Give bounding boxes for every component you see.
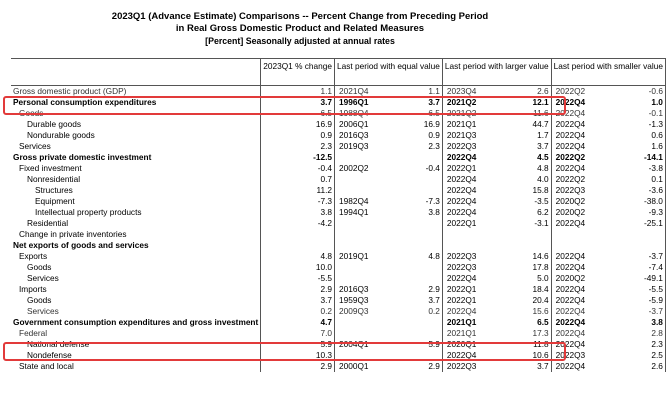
- smaller-quarter: 2022Q2: [551, 152, 610, 163]
- row-label: Nonresidential: [27, 174, 81, 184]
- smaller-quarter: 2022Q4: [551, 284, 610, 295]
- smaller-quarter: 2022Q4: [551, 306, 610, 317]
- larger-value: 17.8: [532, 262, 549, 272]
- change-value: 0.7: [261, 174, 335, 185]
- equal-value: 2.9: [428, 361, 440, 371]
- row-label: Imports: [19, 284, 47, 294]
- smaller-quarter: 2022Q2: [551, 86, 610, 98]
- smaller-quarter: 2022Q4: [551, 361, 610, 372]
- larger-quarter: 2022Q4: [442, 273, 499, 284]
- equal-value: 2.3: [428, 141, 440, 151]
- row-label: Personal consumption expenditures: [13, 97, 157, 107]
- change-value: 7.0: [261, 328, 335, 339]
- smaller-quarter: 2020Q2: [551, 273, 610, 284]
- table-row: [11, 119, 665, 130]
- change-value: 2.9: [261, 284, 335, 295]
- change-value: 6.5: [261, 108, 335, 119]
- larger-quarter: 2021Q3: [442, 130, 499, 141]
- equal-quarter: [335, 185, 391, 196]
- equal-quarter: [335, 240, 391, 251]
- change-value: 10.3: [261, 350, 335, 361]
- smaller-quarter: 2022Q4: [551, 130, 610, 141]
- table-row: [11, 130, 665, 141]
- change-value: -7.3: [261, 196, 335, 207]
- row-label: State and local: [19, 361, 74, 371]
- larger-value: 4.8: [537, 163, 549, 173]
- larger-quarter: 2022Q1: [442, 218, 499, 229]
- change-value: -5.5: [261, 273, 335, 284]
- smaller-value: -3.7: [611, 306, 666, 317]
- table-row: [11, 328, 665, 339]
- change-value: 5.9: [261, 339, 335, 350]
- smaller-quarter: 2022Q4: [551, 119, 610, 130]
- change-value: -0.4: [261, 163, 335, 174]
- equal-value: [391, 229, 443, 240]
- larger-quarter: 2022Q3: [442, 251, 499, 262]
- table-row: [11, 317, 665, 328]
- change-value: -12.5: [261, 152, 335, 163]
- change-value: [261, 240, 335, 251]
- equal-quarter: 2006Q1: [335, 119, 391, 130]
- equal-quarter: 2002Q2: [335, 163, 391, 174]
- smaller-quarter: [551, 229, 610, 240]
- larger-value: 15.8: [532, 185, 549, 195]
- equal-value: 0.2: [428, 306, 440, 316]
- header-change: 2023Q1 % change: [261, 59, 335, 86]
- larger-quarter: 2021Q2: [442, 97, 499, 108]
- smaller-quarter: 2022Q4: [551, 295, 610, 306]
- smaller-value: 0.6: [611, 130, 666, 141]
- larger-value: 11.8: [533, 339, 549, 349]
- row-label: Services: [19, 141, 51, 151]
- larger-quarter: 2022Q3: [442, 141, 499, 152]
- smaller-value: -0.6: [611, 86, 666, 98]
- change-value: 10.0: [261, 262, 335, 273]
- smaller-value: 1.0: [611, 97, 666, 108]
- equal-value: 0.9: [428, 130, 440, 140]
- equal-value: 6.5: [428, 108, 440, 118]
- equal-quarter: 2000Q1: [335, 361, 391, 372]
- larger-value: 17.3: [532, 328, 549, 338]
- equal-value: [391, 262, 443, 273]
- equal-quarter: [335, 229, 391, 240]
- smaller-quarter: 2022Q4: [551, 218, 610, 229]
- change-value: 2.9: [261, 361, 335, 372]
- table-row: [11, 108, 665, 119]
- change-value: 1.1: [261, 86, 335, 98]
- equal-value: [391, 317, 443, 328]
- equal-value: -7.3: [425, 196, 440, 206]
- header-larger-value: Last period with larger value: [442, 59, 551, 86]
- equal-value: -0.4: [425, 163, 440, 173]
- change-value: 0.2: [261, 306, 335, 317]
- equal-quarter: 1988Q4: [335, 108, 391, 119]
- smaller-value: [611, 240, 666, 251]
- equal-value: [391, 218, 443, 229]
- row-label: Goods: [27, 295, 52, 305]
- row-label: Goods: [19, 108, 44, 118]
- equal-value: 3.7: [428, 97, 440, 107]
- larger-quarter: 2021Q1: [442, 119, 499, 130]
- table-row: [11, 97, 665, 108]
- smaller-value: -3.6: [611, 185, 666, 196]
- equal-value: 3.7: [428, 295, 440, 305]
- equal-quarter: [335, 317, 391, 328]
- larger-value: 44.7: [532, 119, 549, 129]
- equal-quarter: [335, 350, 391, 361]
- larger-quarter: 2021Q2: [442, 108, 499, 119]
- equal-quarter: 2004Q1: [335, 339, 391, 350]
- document-subtitle: in Real Gross Domestic Product and Related Measures: [175, 23, 425, 34]
- table-row: [11, 273, 665, 284]
- larger-quarter: 2022Q4: [442, 152, 499, 163]
- smaller-quarter: 2022Q4: [551, 339, 610, 350]
- larger-quarter: 2022Q4: [442, 196, 499, 207]
- table-row: [11, 163, 665, 174]
- equal-quarter: 2016Q3: [335, 284, 391, 295]
- smaller-quarter: 2022Q4: [551, 108, 610, 119]
- larger-value: -3.5: [534, 196, 549, 206]
- larger-value: 5.0: [537, 273, 549, 283]
- smaller-quarter: 2022Q4: [551, 251, 610, 262]
- table-row: [11, 152, 665, 163]
- smaller-value: 3.8: [611, 317, 666, 328]
- equal-quarter: [335, 328, 391, 339]
- larger-value: -3.1: [534, 218, 549, 228]
- row-label: Services: [27, 273, 59, 283]
- larger-value: 3.7: [537, 361, 549, 371]
- equal-quarter: 2019Q3: [335, 141, 391, 152]
- change-value: 0.9: [261, 130, 335, 141]
- equal-value: [391, 350, 443, 361]
- comparison-table: [11, 58, 666, 372]
- larger-quarter: 2022Q4: [442, 350, 499, 361]
- row-label: Goods: [27, 262, 52, 272]
- header-blank: [11, 59, 261, 86]
- larger-value: 1.7: [537, 130, 549, 140]
- equal-value: 1.1: [428, 86, 440, 96]
- equal-quarter: 1959Q3: [335, 295, 391, 306]
- smaller-quarter: 2022Q4: [551, 262, 610, 273]
- equal-value: [391, 174, 443, 185]
- larger-quarter: 2022Q3: [442, 262, 499, 273]
- equal-value: [391, 240, 443, 251]
- smaller-quarter: [551, 240, 610, 251]
- table-header-row: [11, 59, 665, 86]
- smaller-value: -49.1: [611, 273, 666, 284]
- table-row: [11, 207, 665, 218]
- smaller-value: 2.8: [611, 328, 666, 339]
- equal-value: 2.9: [428, 284, 440, 294]
- smaller-value: -25.1: [611, 218, 666, 229]
- equal-quarter: [335, 152, 391, 163]
- table-row: [11, 262, 665, 273]
- larger-quarter: [442, 229, 499, 240]
- document-title: 2023Q1 (Advance Estimate) Comparisons -- Percent Change from Preceding Period: [111, 11, 489, 22]
- header-smaller-value: Last period with smaller value: [551, 59, 665, 86]
- row-label: National defense: [27, 339, 90, 349]
- smaller-value: 0.1: [611, 174, 666, 185]
- table-row: [11, 174, 665, 185]
- smaller-value: -9.3: [611, 207, 666, 218]
- larger-value: 3.7: [537, 141, 549, 151]
- larger-quarter: 2021Q1: [442, 328, 499, 339]
- row-label: Equipment: [35, 196, 75, 206]
- larger-quarter: [442, 240, 499, 251]
- equal-quarter: [335, 273, 391, 284]
- smaller-value: -5.9: [611, 295, 666, 306]
- smaller-quarter: 2022Q3: [551, 350, 610, 361]
- equal-quarter: [335, 262, 391, 273]
- smaller-quarter: 2022Q4: [551, 328, 610, 339]
- smaller-value: 1.6: [611, 141, 666, 152]
- larger-value: 12.1: [532, 97, 549, 107]
- larger-value: 6.5: [537, 317, 549, 327]
- equal-quarter: 2021Q4: [335, 86, 391, 98]
- larger-value: 18.4: [532, 284, 549, 294]
- larger-value: 2.6: [537, 86, 549, 96]
- equal-quarter: 2019Q1: [335, 251, 391, 262]
- table-row: [11, 218, 665, 229]
- smaller-value: -1.3: [611, 119, 666, 130]
- row-label: Structures: [35, 185, 73, 195]
- row-label: Services: [27, 306, 59, 316]
- row-label: Durable goods: [27, 119, 81, 129]
- larger-value: 11.6: [533, 108, 549, 118]
- smaller-value: -3.8: [611, 163, 666, 174]
- change-value: 2.3: [261, 141, 335, 152]
- smaller-value: 2.3: [611, 339, 666, 350]
- table-row: [11, 141, 665, 152]
- table-row: [11, 86, 665, 98]
- change-value: 4.7: [261, 317, 335, 328]
- table-row: [11, 229, 665, 240]
- smaller-quarter: 2020Q2: [551, 196, 610, 207]
- table-row: [11, 350, 665, 361]
- table-body: [11, 86, 665, 373]
- smaller-value: -38.0: [611, 196, 666, 207]
- larger-value: [499, 240, 551, 251]
- larger-quarter: 2022Q1: [442, 295, 499, 306]
- larger-quarter: 2022Q1: [442, 163, 499, 174]
- smaller-quarter: 2020Q2: [551, 207, 610, 218]
- smaller-value: -7.4: [611, 262, 666, 273]
- smaller-value: -14.1: [611, 152, 666, 163]
- header-equal-value: Last period with equal value: [335, 59, 443, 86]
- smaller-quarter: 2022Q4: [551, 97, 610, 108]
- larger-quarter: 2023Q4: [442, 86, 499, 98]
- row-label: Nondefense: [27, 350, 72, 360]
- larger-value: 4.5: [537, 152, 549, 162]
- smaller-quarter: 2022Q4: [551, 317, 610, 328]
- row-label: Residential: [27, 218, 69, 228]
- change-value: 3.7: [261, 97, 335, 108]
- change-value: 11.2: [261, 185, 335, 196]
- larger-quarter: 2020Q1: [442, 339, 499, 350]
- table-row: [11, 306, 665, 317]
- change-value: 4.8: [261, 251, 335, 262]
- equal-quarter: 2009Q3: [335, 306, 391, 317]
- larger-value: 15.6: [532, 306, 549, 316]
- equal-value: [391, 328, 443, 339]
- larger-quarter: 2021Q1: [442, 317, 499, 328]
- smaller-quarter: 2022Q2: [551, 174, 610, 185]
- equal-value: 16.9: [423, 119, 440, 129]
- equal-quarter: [335, 218, 391, 229]
- table-row: [11, 240, 665, 251]
- larger-value: 14.6: [532, 251, 549, 261]
- change-value: 3.8: [261, 207, 335, 218]
- smaller-value: -3.7: [611, 251, 666, 262]
- larger-value: 20.4: [532, 295, 549, 305]
- larger-value: [499, 229, 551, 240]
- smaller-quarter: 2022Q4: [551, 141, 610, 152]
- row-label: Net exports of goods and services: [13, 240, 149, 250]
- row-label: Gross domestic product (GDP): [13, 86, 127, 96]
- table-row: [11, 339, 665, 350]
- equal-quarter: 1996Q1: [335, 97, 391, 108]
- row-label: Change in private inventories: [19, 229, 127, 239]
- larger-value: 10.6: [532, 350, 549, 360]
- document-units-note: [Percent] Seasonally adjusted at annual rates: [205, 36, 395, 46]
- larger-quarter: 2022Q1: [442, 284, 499, 295]
- larger-quarter: 2022Q4: [442, 174, 499, 185]
- table-row: [11, 185, 665, 196]
- row-label: Nondurable goods: [27, 130, 95, 140]
- equal-value: [391, 273, 443, 284]
- smaller-quarter: 2022Q3: [551, 185, 610, 196]
- larger-value: 6.2: [537, 207, 549, 217]
- equal-value: 3.8: [428, 207, 440, 217]
- row-label: Intellectual property products: [35, 207, 142, 217]
- larger-quarter: 2022Q3: [442, 361, 499, 372]
- row-label: Exports: [19, 251, 48, 261]
- change-value: -4.2: [261, 218, 335, 229]
- row-label: Federal: [19, 328, 48, 338]
- larger-quarter: 2022Q4: [442, 185, 499, 196]
- smaller-value: [611, 229, 666, 240]
- row-label: Fixed investment: [19, 163, 82, 173]
- larger-quarter: 2022Q4: [442, 207, 499, 218]
- equal-value: [391, 152, 443, 163]
- smaller-value: 2.5: [611, 350, 666, 361]
- change-value: 3.7: [261, 295, 335, 306]
- table-row: [11, 361, 665, 372]
- larger-value: 4.0: [537, 174, 549, 184]
- table-row: [11, 284, 665, 295]
- equal-value: [391, 185, 443, 196]
- smaller-quarter: 2022Q4: [551, 163, 610, 174]
- smaller-value: -5.5: [611, 284, 666, 295]
- row-label: Government consumption expenditures and gross investment: [13, 317, 259, 327]
- table-row: [11, 295, 665, 306]
- equal-quarter: 1994Q1: [335, 207, 391, 218]
- equal-quarter: [335, 174, 391, 185]
- larger-quarter: 2022Q4: [442, 306, 499, 317]
- change-value: [261, 229, 335, 240]
- row-label: Gross private domestic investment: [13, 152, 152, 162]
- smaller-value: -0.1: [611, 108, 666, 119]
- equal-quarter: 1982Q4: [335, 196, 391, 207]
- equal-value: 4.8: [428, 251, 440, 261]
- table-row: [11, 196, 665, 207]
- change-value: 16.9: [261, 119, 335, 130]
- equal-value: 5.9: [428, 339, 440, 349]
- table-row: [11, 251, 665, 262]
- smaller-value: 2.6: [611, 361, 666, 372]
- equal-quarter: 2016Q3: [335, 130, 391, 141]
